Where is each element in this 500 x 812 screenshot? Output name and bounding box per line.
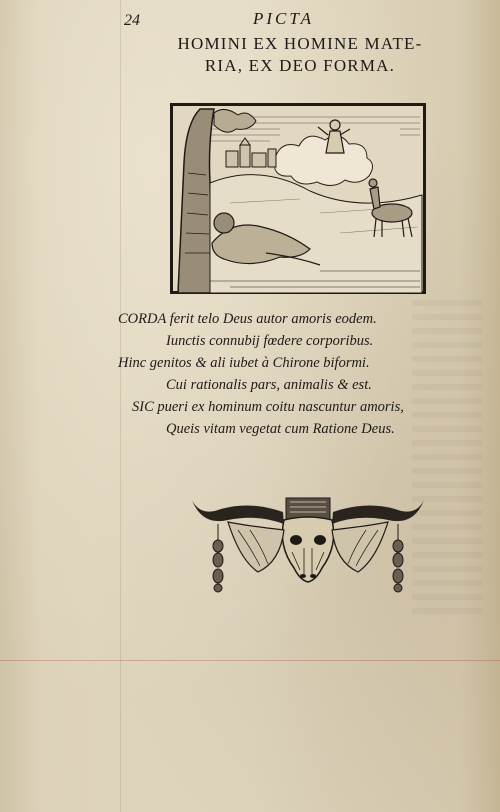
- emblem-title: [140, 33, 460, 77]
- woodcut-illustration: [170, 103, 426, 294]
- page-number: 24: [124, 12, 140, 29]
- bucranium-ornament-icon: [188, 490, 428, 595]
- verse-line: Cui rationalis pars, animalis & est.: [166, 377, 372, 393]
- verse-line: CORDA ferit telo Deus autor amoris eodem.: [118, 311, 377, 327]
- verse-line: Queis vitam vegetat cum Ratione Deus.: [166, 421, 395, 437]
- emblem-title-line-2: RIA, EX DEO FORMA.: [204, 56, 396, 75]
- verse-line: SIC pueri ex hominum coitu nascuntur amoris,: [132, 399, 404, 415]
- verse-line: Hinc genitos & ali iubet à Chirone biformi.: [118, 355, 370, 371]
- verse-line: Iunctis connubij fœdere corporibus.: [166, 333, 374, 349]
- fold-line-horizontal: [0, 660, 500, 661]
- emblem-title-line-1: HOMINI EX HOMINE MATE-: [177, 34, 423, 53]
- emblem-verses: [118, 308, 468, 440]
- running-head: PICTA: [253, 9, 314, 28]
